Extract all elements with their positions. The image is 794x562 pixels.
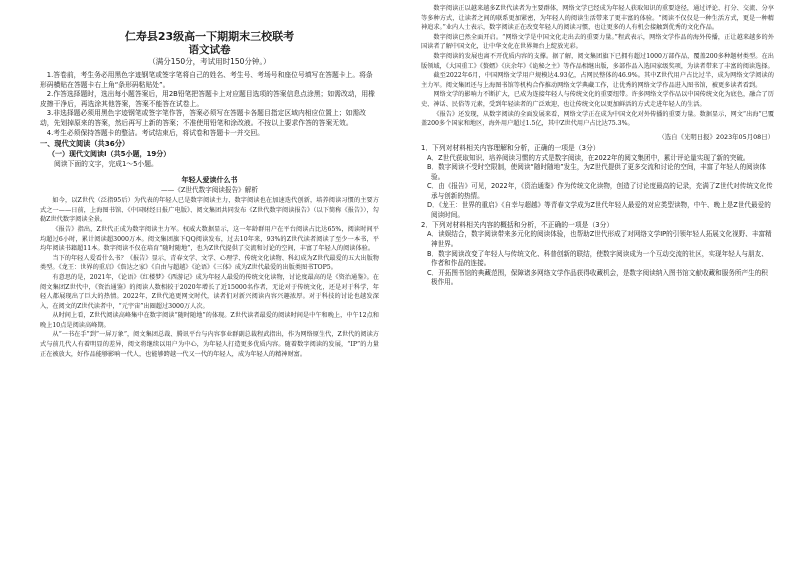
exam-note: 2.作答选择题时，选出每小题答案后，用2B铅笔把答题卡上对应题目选项的答案信息点涂黑；如需改动，用橡皮擦干净后，再选涂其他答案，答案不能答在试卷上。 <box>40 90 375 108</box>
answer-option: C．开拓图书馆的典藏范围，保障诸多网络文学作品获得收藏机会，是数字阅读纳入图书馆文献收藏和服务所产生的积极作用。 <box>427 268 768 287</box>
article-paragraph: 从“一书在手”到“一屏万象”，阅文集团总裁、腾讯平台与内容事业群副总裁程武指出，作为网络原生代，Z世代的阅读方式与前几代人有着明显的差异，阅文将继续以用户为中心，为年轻人打造更多优质内容。随着数字阅读的发展，“IP”的力量正在被放大，好作品能够影响一代人，也能够跨越一代又一代的年轻人，成为年轻人的精神财富。 <box>40 331 379 358</box>
article-paragraph: 当下的年轻人爱看什么书？《报告》显示，青春文学、文学、心理学、传统文化读物、科幻成为Z世代最爱的五大出版物类型。《龙王：世界的重启》《詹达之家》《自由与超越》《论语》《三体》成为Z世代最爱的出版类图书TOP5。 <box>40 254 379 272</box>
exam-title: 仁寿县23级高一下期期末三校联考 <box>124 30 295 43</box>
exam-subtitle: 语文试卷 <box>188 44 231 56</box>
reading-instruction: 阅读下面的文字，完成1～5小题。 <box>54 160 158 169</box>
article-paragraph: 从时间上看，Z世代阅读高峰集中在数字阅读“随时随地”的体现。Z世代读者最爱的阅读时间是中午和晚上，中午12点和晚上10点是阅读高峰期。 <box>40 312 379 329</box>
exam-note: 1.答卷前，考生务必用黑色字迹钢笔或签字笔将自己的姓名、考生号、考场号和座位号填写在答题卡上。将条形码横贴在答题卡右上角“条形码粘贴处”。 <box>40 71 373 89</box>
answer-option: B．数字阅读改变了年轻人与传统文化、科普创新的联结，使数字阅读成为一个互动交流的社区，实现年轻人与朋友、作者和作品的连接。 <box>427 249 768 268</box>
right-column <box>397 0 794 562</box>
article-paragraph: 有意思的是，2021年，《论语》《红楼梦》《西游记》成为年轻人最爱的传统文化读物，讨论度最高的是《资治通鉴》。在阅文集团Z世代中，《资治通鉴》的阅读人数相较于2020年增长了近15000名作者，无论对于传统文化，还是对于科学，年轻人都展现出了巨大的热情。2022年，Z世代追更网文时代，读者们对新兴阅读内容兴趣浓厚。对于科技的讨论也越发深入，在阅文的Z世代读者中，“元宇宙”出圈超过3000万人次。 <box>40 273 379 310</box>
article-paragraph: 如今，以Z世代（泛指95后）为代表的年轻人已是数字阅读主力，数字阅读也在加速迭代创新，培养阅读习惯的主要方式之一——日前，上海图书馆、《中国财经日报广电版》、阅文集团共同发布《Z世代数字阅读报告》（以下简称《报告》），勾勒Z世代数字阅读全景。 <box>40 197 379 224</box>
answer-option: A．读娱结合，数字阅读带来多元化的阅读体验，也帮助Z世代形成了对网络文学IP的引领年轻人拓展文化视野、丰富精神世界。 <box>427 230 772 249</box>
article-title: 年轻人爱读什么书 <box>181 175 238 185</box>
article-paragraph: 《报告》还发现，从数字阅读的全面发展来看，网络文学正在成为中国文化对外传播的重要力量。数据显示，网文“出海”已覆盖200多个国家和地区，海外用户超过1.5亿，其中Z世代用户占比达75.3%。 <box>421 110 774 128</box>
question-stem: 1．下列对材料相关内容理解和分析，正确的一项是（3分） <box>421 143 600 152</box>
score-line: （满分150分，考试用时150分钟。） <box>148 57 271 66</box>
answer-option: B．数字阅读不受时空限制，使阅读“随时随地”发生，为Z世代提供了更多交流和讨论的空间，丰富了年轻人的阅读体验。 <box>427 163 766 181</box>
article-source: （选自《光明日报》2023年05月08日） <box>658 132 774 141</box>
subsection-heading: （一）现代文阅读Ⅰ（共5小题，19分） <box>48 150 171 159</box>
question-1 <box>421 144 774 221</box>
article-paragraph: 《报告》指出，Z世代正成为数字阅读主力军。权威大数据显示，这一年龄群用户在平台阅读占比达65%，阅读时间平均超过6小时，累计阅读超3000万本。阅文集团旗下QQ阅读发布，过去10年来，93%的Z世代读者阅读了至少一本书，平均年阅读书籍超11本。数字阅读不仅在培育“随时随地”，也为Z世代提供了交流和讨论的空间，丰富了年轻人的阅读体验。 <box>40 225 379 253</box>
question-2 <box>421 221 774 288</box>
exam-note: 3.非选择题必须用黑色字迹钢笔或签字笔作答，答案必须写在答题卡各题目指定区域内相应位置上；如需改动，先划掉原来的答案，然后再写上新的答案；不准使用铅笔和涂改液。不按以上要求作答的答案无效。 <box>40 109 366 127</box>
article-paragraph: 网络文学的影响力不断扩大，已成为连接年轻人与传统文化的重要纽带。许多网络文学作品以中国传统文化为底色，融合了历史、神话、民俗等元素，受到年轻读者的广泛欢迎，也让传统文化以更加鲜活的方式走进年轻人的生活。 <box>421 91 774 108</box>
article-paragraph: 数字阅读的发展也离不开优质内容的支撑。据了解，阅文集团旗下已拥有超过1000万部作品，覆盖200多种题材类型。在出版领域，《大国重工》《赘婿》《庆余年》《诡秘之主》等作品相继出版，多部作品入选国家级奖项，为读者带来了丰富的阅读选择。 <box>421 52 774 70</box>
question-stem: 2．下列对材料相关内容的概括和分析，不正确的一项是（3分） <box>421 220 614 229</box>
article-paragraph: 数字阅读已然全面开启。“网络文学是中国文化走出去的重要力量。”程武表示，网络文学作品的海外传播，正让越来越多的外国读者了解中国文化，让中华文化在世界舞台上绽放光彩。 <box>421 33 774 51</box>
article-paragraph: 截至2022年6月，中国网络文学用户规模达4.93亿，占网民整体的46.9%。其中Z世代用户占比过半，成为网络文学阅读的主力军。阅文集团还与上海图书馆等机构合作推动网络文学典藏工作，让优秀的网络文学作品进入图书馆，被更多读者看到。 <box>421 72 774 89</box>
article-subtitle: ——《Z世代数字阅读报告》解析 <box>161 186 258 195</box>
section-heading: 一、现代文阅读（共36分） <box>40 139 130 149</box>
answer-option: A．Z世代获取知识、培养阅读习惯的方式是数字阅读，在2022年的阅文集团中，累计评论量实现了新的突破。 <box>427 153 750 162</box>
exam-note: 4.考生必须保持答题卡的整洁。考试结束后，将试卷和答题卡一并交回。 <box>46 128 264 137</box>
article-paragraph: 数字阅读正以越来越多Z世代读者为主要群体，网络文学已经成为年轻人获取知识的重要途径，通过评论、打分、交流、分享等多种方式，让读者之间的联系更加紧密，为年轻人的阅读生活带来了更丰富的体验。“阅读不仅仅是一种生活方式，更是一种精神追求。”业内人士表示，数字阅读正在改变年轻人的阅读习惯，也让更多的人有机会接触到优秀的文化作品。 <box>421 5 774 32</box>
answer-option: C．由《报告》可见，2022年，《资治通鉴》作为传统文化读物，创造了讨论度最高的记录，充满了Z世代对传统文化传承与创新的热情。 <box>427 182 773 200</box>
answer-option: D．《龙王：世界的重启》《自幸与超越》等青春文学成为Z世代年轻人最爱的对应类型读物，中午、晚上是Z世代最爱的阅读时间。 <box>427 201 771 220</box>
